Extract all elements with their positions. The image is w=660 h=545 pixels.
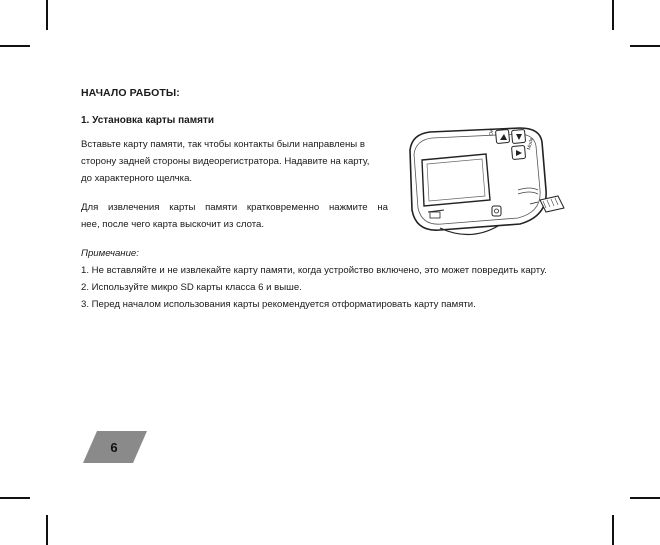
note-title: Примечание: (81, 248, 139, 259)
insert-card-paragraph (81, 136, 388, 187)
crop-mark-bottom-right-vertical (612, 515, 614, 545)
note-item: 1. Не вставляйте и не извлекайте карту памяти, когда устройство включено, это может повредить карту. (81, 265, 547, 276)
subsection-heading: 1. Установка карты памяти (81, 115, 215, 126)
remove-card-paragraph (81, 199, 388, 233)
paragraph-line: до характерного щелчка. (81, 173, 193, 184)
page-number: 6 (110, 440, 118, 455)
paragraph-line: сторону задней стороны видеорегистратора. Надавите на карту, (81, 156, 370, 167)
crop-mark-bottom-right-horizontal (630, 497, 660, 499)
crop-mark-top-left-vertical (46, 0, 48, 30)
dashcam-illustration (400, 120, 580, 250)
mode-button-label: Mode (526, 136, 536, 151)
paragraph-line: нее, после чего карта выскочит из слота. (81, 219, 264, 230)
page-number-badge (83, 431, 147, 463)
crop-mark-top-right-horizontal (630, 45, 660, 47)
paragraph-line: Вставьте карту памяти, так чтобы контакты были направлены в (81, 139, 365, 150)
section-heading: НАЧАЛО РАБОТЫ: (81, 87, 180, 99)
ok-button-label: OK (488, 127, 496, 137)
crop-mark-top-right-vertical (612, 0, 614, 30)
note-item: 3. Перед началом использования карты рекомендуется отформатировать карту памяти. (81, 299, 476, 310)
note-item: 2. Используйте микро SD карты класса 6 и выше. (81, 282, 302, 293)
crop-mark-bottom-left-vertical (46, 515, 48, 545)
crop-mark-bottom-left-horizontal (0, 497, 30, 499)
paragraph-line: Для извлечения карты памяти кратковременно нажмите на (81, 202, 388, 213)
crop-mark-top-left-horizontal (0, 45, 30, 47)
note-list (81, 262, 573, 313)
